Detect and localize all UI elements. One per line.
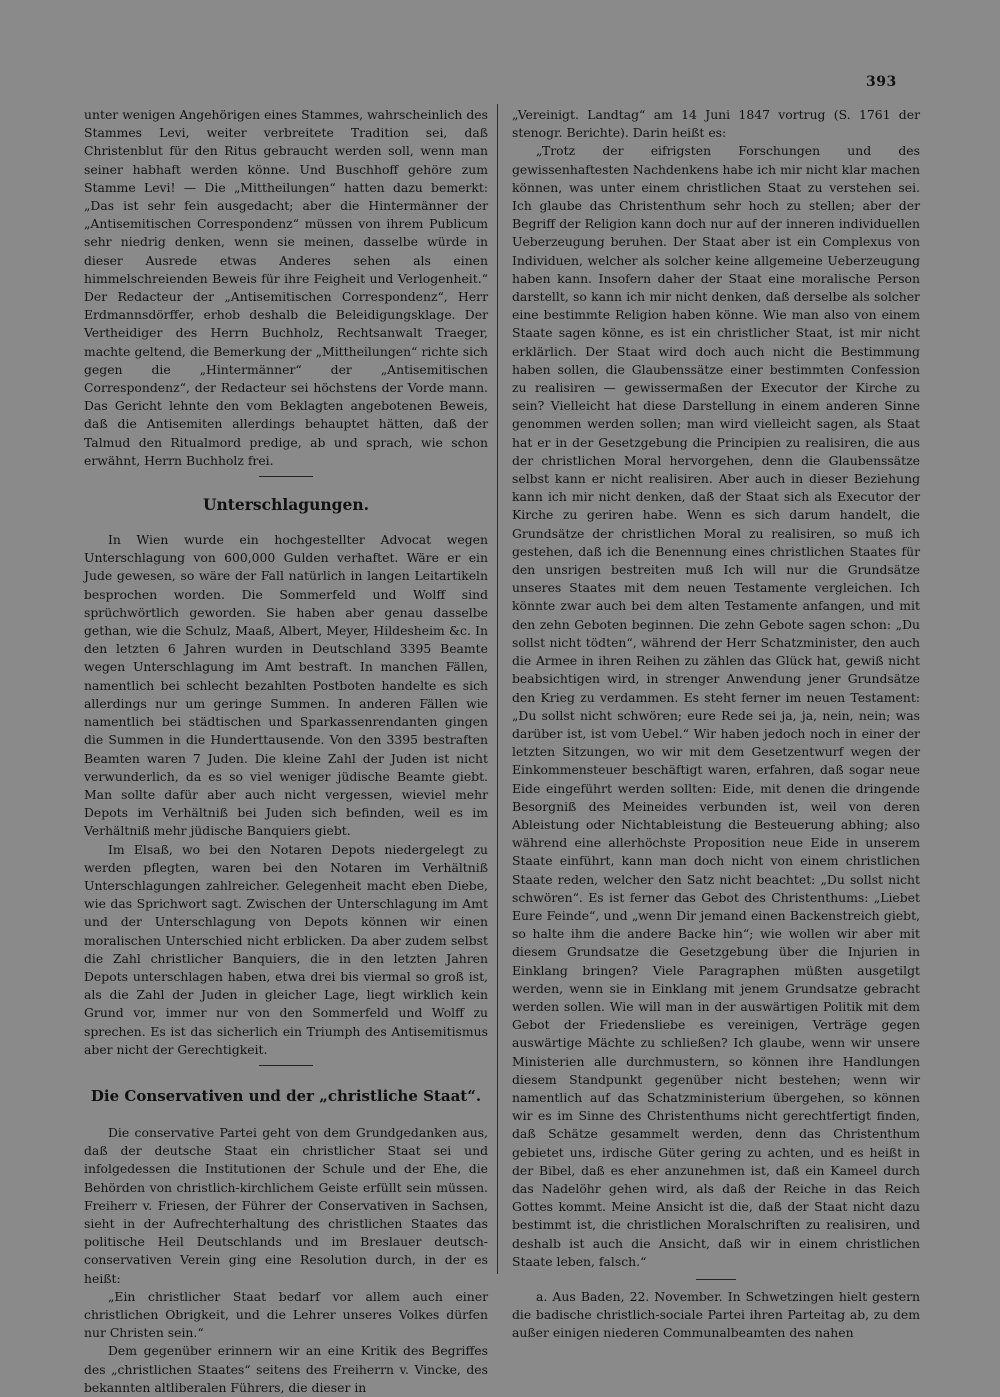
article-paragraph: unter wenigen Angehörigen eines Stammes, wahrscheinlich des Stammes Levi, weiter verbreitete Tradition sei, daß Christenblut für den Ritus gebraucht werden soll, wenn man seiner habhaft werden könne. Und Buschhoff gehöre zum Stamme Levi! — Die „Mittheilungen“ hatten dazu bemerkt: „Das ist sehr fein ausgedacht; aber die Hintermänner der „Antisemitischen Correspondenz“ müssen von ihrem Publicum sehr niedrig denken, wenn sie meinen, dasselbe würde in dieser Ausrede etwas Anderes sehen als einen himmelschreienden Beweis für ihre Feigheit und Verlogenheit.“ Der Redacteur der „Antisemitischen Correspondenz“, Herr Erdmannsdörffer, erhob deshalb die Beleidigungsklage. Der Vertheidiger des Herrn Buchholz, Rechtsanwalt Traeger, machte geltend, die Bemerkung der „Mittheilungen“ richte sich gegen die „Hintermänner“ der „Antisemitischen Correspondenz“, der Redacteur sei höchstens der Vorde mann. Das Gericht lehnte den vom Beklagten angebotenen Beweis, daß die Antisemiten allerdings behauptet hätten, daß der Talmud den Ritualmord predige, ab und sprach, wie schon erwähnt, Herrn Buchholz frei. xyxy=(84,107,488,468)
left-column xyxy=(84,106,488,1397)
right-column xyxy=(512,106,920,1343)
section-divider xyxy=(259,476,313,477)
resolution-quote: „Ein christlicher Staat bedarf vor allem auch einer christlichen Obrigkeit, und die Lehrer unseres Volkes dürfen nur Christen sein.“ xyxy=(84,1288,488,1341)
article-paragraph: In Wien wurde ein hochgestellter Advocat wegen Unterschlagung von 600,000 Gulden verhaftet. Wäre er ein Jude gewesen, so wäre der Fall natürlich in langen Leitartikeln besprochen worden. Die Sommerfeld und Wolff sind sprüchwörtlich geworden. Sie haben aber genau dasselbe gethan, wie die Schulz, Maaß, Albert, Meyer, Hildesheim &c. In den letzten 6 Jahren wurden in Deutschland 3395 Beamte wegen Unterschlagung im Amt bestraft. In manchen Fällen, namentlich bei schlecht bezahlten Postboten handelte es sich allerdings nur um geringe Summen. In anderen Fällen wie namentlich bei städtischen und Sparkassenrendanten gingen die Summen in die Hunderttausende. Von den 3395 bestraften Beamten waren 7 Juden. Die kleine Zahl der Juden ist nicht verwunderlich, da es so viel weniger jüdische Beamte giebt. Man sollte dafür aber auch nicht vergessen, wieviel mehr Depots im Verhältniß bei Juden sich befinden, weil es im Verhältniß mehr jüdische Banquiers giebt. xyxy=(84,532,488,839)
section-divider xyxy=(259,1065,313,1066)
article-paragraph: Dem gegenüber erinnern wir an eine Kritik des Begriffes des „christlichen Staates“ seitens des Freiherrn v. Vincke, des bekannten altliberalen Führers, die dieser in xyxy=(84,1343,488,1395)
section-heading-unterschlagungen: Unterschlagungen. xyxy=(202,495,370,515)
article-paragraph: „Vereinigt. Landtag“ am 14 Juni 1847 vortrug (S. 1761 der stenogr. Berichte). Darin heißt es: xyxy=(512,107,920,141)
news-item-baden: a. Aus Baden, 22. November. In Schwetzingen hielt gestern die badische christlich-sociale Partei ihren Parteitag ab, zu dem außer einigen niederen Communalbeamten des nahen xyxy=(512,1289,920,1341)
section-divider xyxy=(696,1279,736,1280)
column-divider xyxy=(497,104,498,1274)
vincke-quote: „Trotz der eifrigsten Forschungen und des gewissenhaftesten Nachdenkens habe ich mir nicht klar machen können, was unter einem christlichen Staat zu verstehen sei. Ich glaube das Christenthum sehr hoch zu stellen; aber der Begriff der Religion kann doch nur auf der inneren individuellen Ueberzeugung beruhen. Der Staat aber ist ein Complexus von Individuen, welcher als solcher keine allgemeine Ueberzeugung haben kann. Insofern daher der Staat eine moralische Person darstellt, so kann ich mir nicht denken, daß derselbe als solcher eine bestimmte Religion haben könne. Wie man also von einem Staate sagen könne, es ist ein christlicher Staat, ist mir nicht erklärlich. Der Staat wird doch auch nicht die Bestimmung haben sollen, die Glaubenssätze einer bestimmten Confession zu realisiren — gewissermaßen der Executor der Kirche zu sein? Vielleicht hat diese Darstellung in einem anderen Sinne genommen werden sollen; man wird vielleicht sagen, als Staat hat er in der Gesetzgebung die Principien zu realisiren, die aus der christlichen Moral hervorgehen, denn die Glaubenssätze selbst kann er nicht realisiren. Aber auch in dieser Beziehung kann ich mir nicht denken, daß der Staat sich als Executor der Kirche zu geriren habe. Wenn es sich darum handelt, die Grundsätze der christlichen Moral zu realisiren, so muß ich gestehen, daß ich die Benennung eines christlichen Staates für den unsrigen bestreiten muß Ich will nur die Grundsätze unseres Staates mit dem neuen Testamente vergleichen. Ich könnte zwar auch bei dem alten Testamente anfangen, und mit den zehn Geboten beginnen. Die zehn Gebote sagen schon: „Du sollst nicht tödten“, während der Herr Schatzminister, den auch die Armee in ihren Reihen zu zählen das Glück hat, gewiß nicht beabsichtigen wird, in strenger Anwendung jener Grundsätze den Krieg zu verdammen. Es steht ferner im neuen Testament: „Du sollst nicht schwören; eure Rede sei ja, ja, nein, nein; was darüber ist, ist vom Uebel.“ Wir haben jedoch noch in einer der letzten Sitzungen, wo wir mit dem Gesetzentwurf wegen der Einkommensteuer beschäftigt waren, erfahren, daß sogar neue Eide eingeführt werden sollten: Eide, mit denen die dringende Besorgniß des Meineides verbunden ist, weil von deren Ableistung oder Nichtableistung die Besteuerung abhing; also während eine allerhöchste Proposition neue Eide in unserem Staate einführt, kann man doch nicht von einem christlichen Staate reden, welcher den Satz nicht beachtet: „Du sollst nicht schwören“. Es ist ferner das Gebot des Christenthums: „Liebet Eure Feinde“, und „wenn Dir jemand einen Backenstreich giebt, so halte ihm die andere Backe hin“; wie wollen wir aber mit diesem Grundsatze die Gesetzgebung über die Injurien in Einklang bringen? Viele Paragraphen müßten ausgetilgt werden, wenn sie in Einklang mit jenem Grundsatze gebracht werden sollen. Wie will man in der auswärtigen Politik mit dem Gebot der Friedensliebe es vereinigen, Verträge gegen auswärtige Mächte zu schließen? Ich glaube, wenn wir unsere Ministerien alle durchmustern, so können ihre Handlungen diesem Standpunkt gegenüber nicht bestehen; wenn wir namentlich auf das Schatzministerium übergehen, so können wir es im Sinne des Christenthums nicht gerechtfertigt finden, daß Schätze gesammelt werden, denn das Christenthum gebietet uns, irdische Güter gering zu achten, und es heißt in der Bibel, daß es eher anzunehmen ist, daß ein Kameel durch das Nadelöhr gehen wird, als daß der Reiche in das Reich Gottes kommt. Meine Ansicht ist die, daß der Staat nicht dazu bestimmt ist, die christlichen Moralschriften zu realisiren, und deshalb ist auch die Ansicht, daß wir in einem christlichen Staate leben, falsch.“ xyxy=(512,143,920,1269)
article-paragraph: Die conservative Partei geht von dem Grundgedanken aus, daß der deutsche Staat ein christlicher Staat sei und infolgedessen die Institutionen der Schule und der Ehe, die Behörden von christlich-kirchlichem Geiste erfüllt sein müssen. Freiherr v. Friesen, der Führer der Conservativen in Sachsen, sieht in der Aufrechterhaltung des christlichen Staates das politische Heil Deutschlands und im Breslauer deutsch-conservativen Verein ging eine Resolution durch, in der es heißt: xyxy=(84,1124,488,1286)
page-number: 393 xyxy=(866,74,897,90)
article-paragraph: Im Elsaß, wo bei den Notaren Depots niedergelegt zu werden pflegten, waren bei den Notaren im Verhältniß Unterschlagungen zahlreicher. Gelegenheit macht eben Diebe, wie das Sprichwort sagt. Zwischen der Unterschlagung im Amt und der Unterschlagung von Depots können wir einen moralischen Unterschied nicht erblicken. Da aber zudem selbst die Zahl christlicher Banquiers, die in den letzten Jahren Depots unterschlagen haben, etwa drei bis viermal so groß ist, als die Zahl der Juden in gleicher Lage, liegt wirklich kein Grund vor, immer nur von den Sommerfeld und Wolff zu sprechen. Es ist das sicherlich ein Triumph des Antisemitismus aber nicht der Gerechtigkeit. xyxy=(84,841,488,1057)
section-heading-conservativen: Die Conservativen und der „christliche Staat“. xyxy=(90,1086,482,1105)
